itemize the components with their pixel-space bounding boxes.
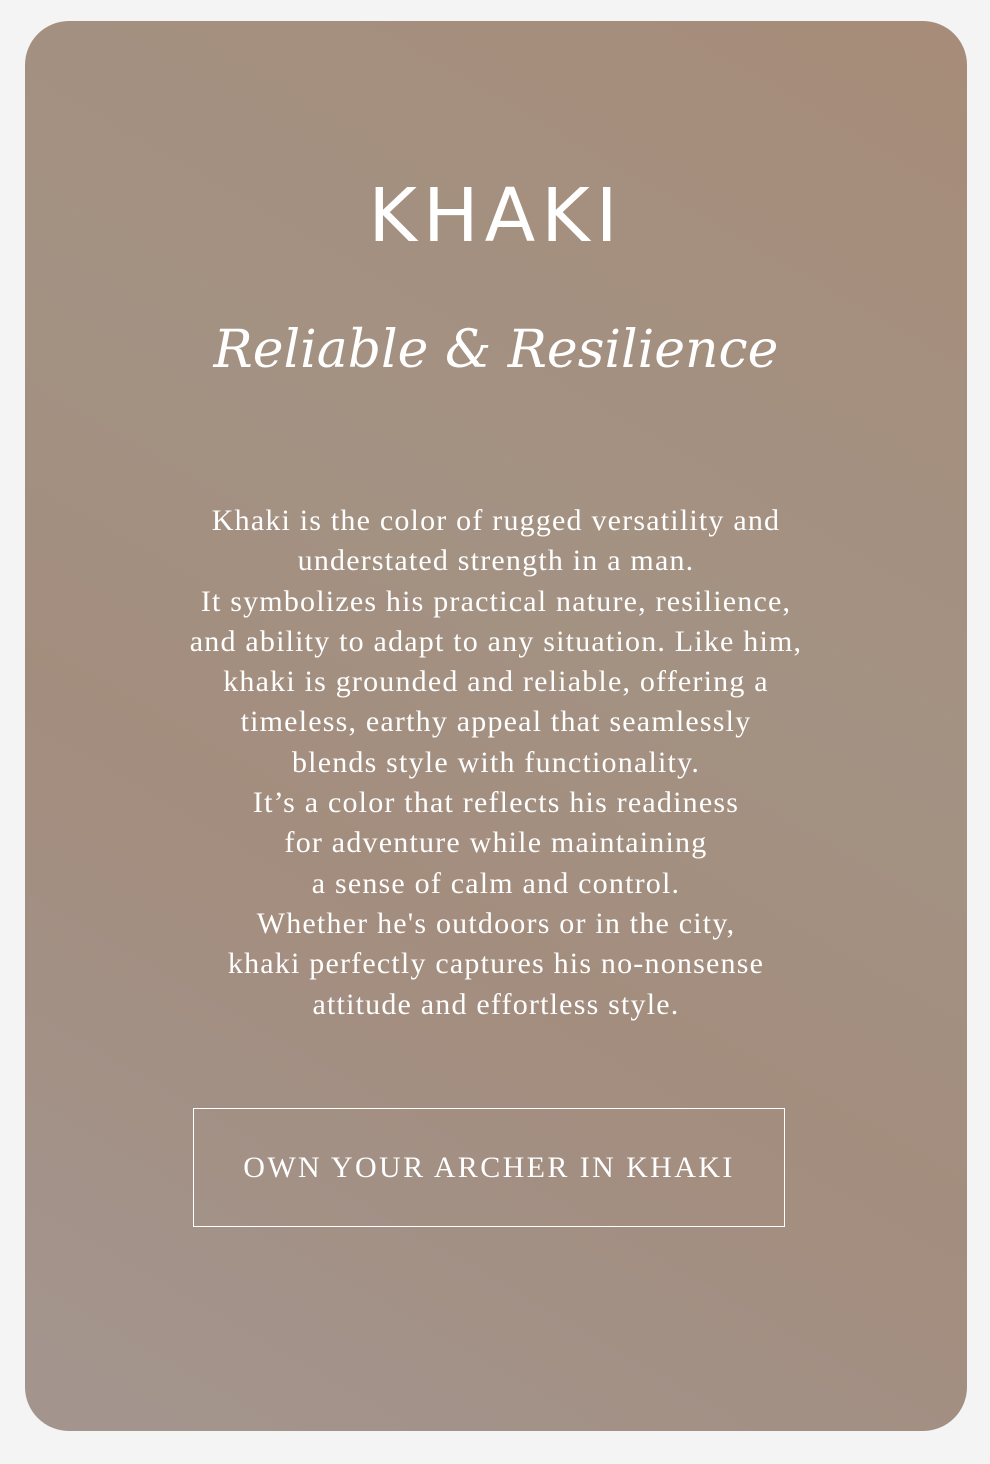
description-line: attitude and effortless style. xyxy=(312,987,680,1021)
description-line: Khaki is the color of rugged versatility and xyxy=(211,504,781,537)
description-line: blends style with functionality. xyxy=(291,745,701,779)
description-line: khaki is grounded and reliable, offering a xyxy=(223,665,769,699)
description-line: for adventure while maintaining xyxy=(284,826,708,860)
color-description xyxy=(85,501,907,1025)
color-tagline: Reliable & Resilience xyxy=(213,320,779,380)
color-title: KHAKI xyxy=(368,173,624,259)
description-line: It’s a color that reflects his readiness xyxy=(252,786,740,820)
description-line: understated strength in a man. xyxy=(297,544,695,578)
description-line: a sense of calm and control. xyxy=(311,866,681,900)
khaki-color-card xyxy=(25,21,967,1431)
description-line: Whether he's outdoors or in the city, xyxy=(256,906,736,940)
description-line: timeless, earthy appeal that seamlessly xyxy=(240,705,752,739)
description-line: It symbolizes his practical nature, resilience, xyxy=(200,584,792,618)
own-archer-khaki-button[interactable]: OWN YOUR ARCHER IN KHAKI xyxy=(193,1108,785,1227)
description-line: khaki perfectly captures his no-nonsense xyxy=(227,947,765,981)
description-line: and ability to adapt to any situation. Like him, xyxy=(189,624,803,658)
